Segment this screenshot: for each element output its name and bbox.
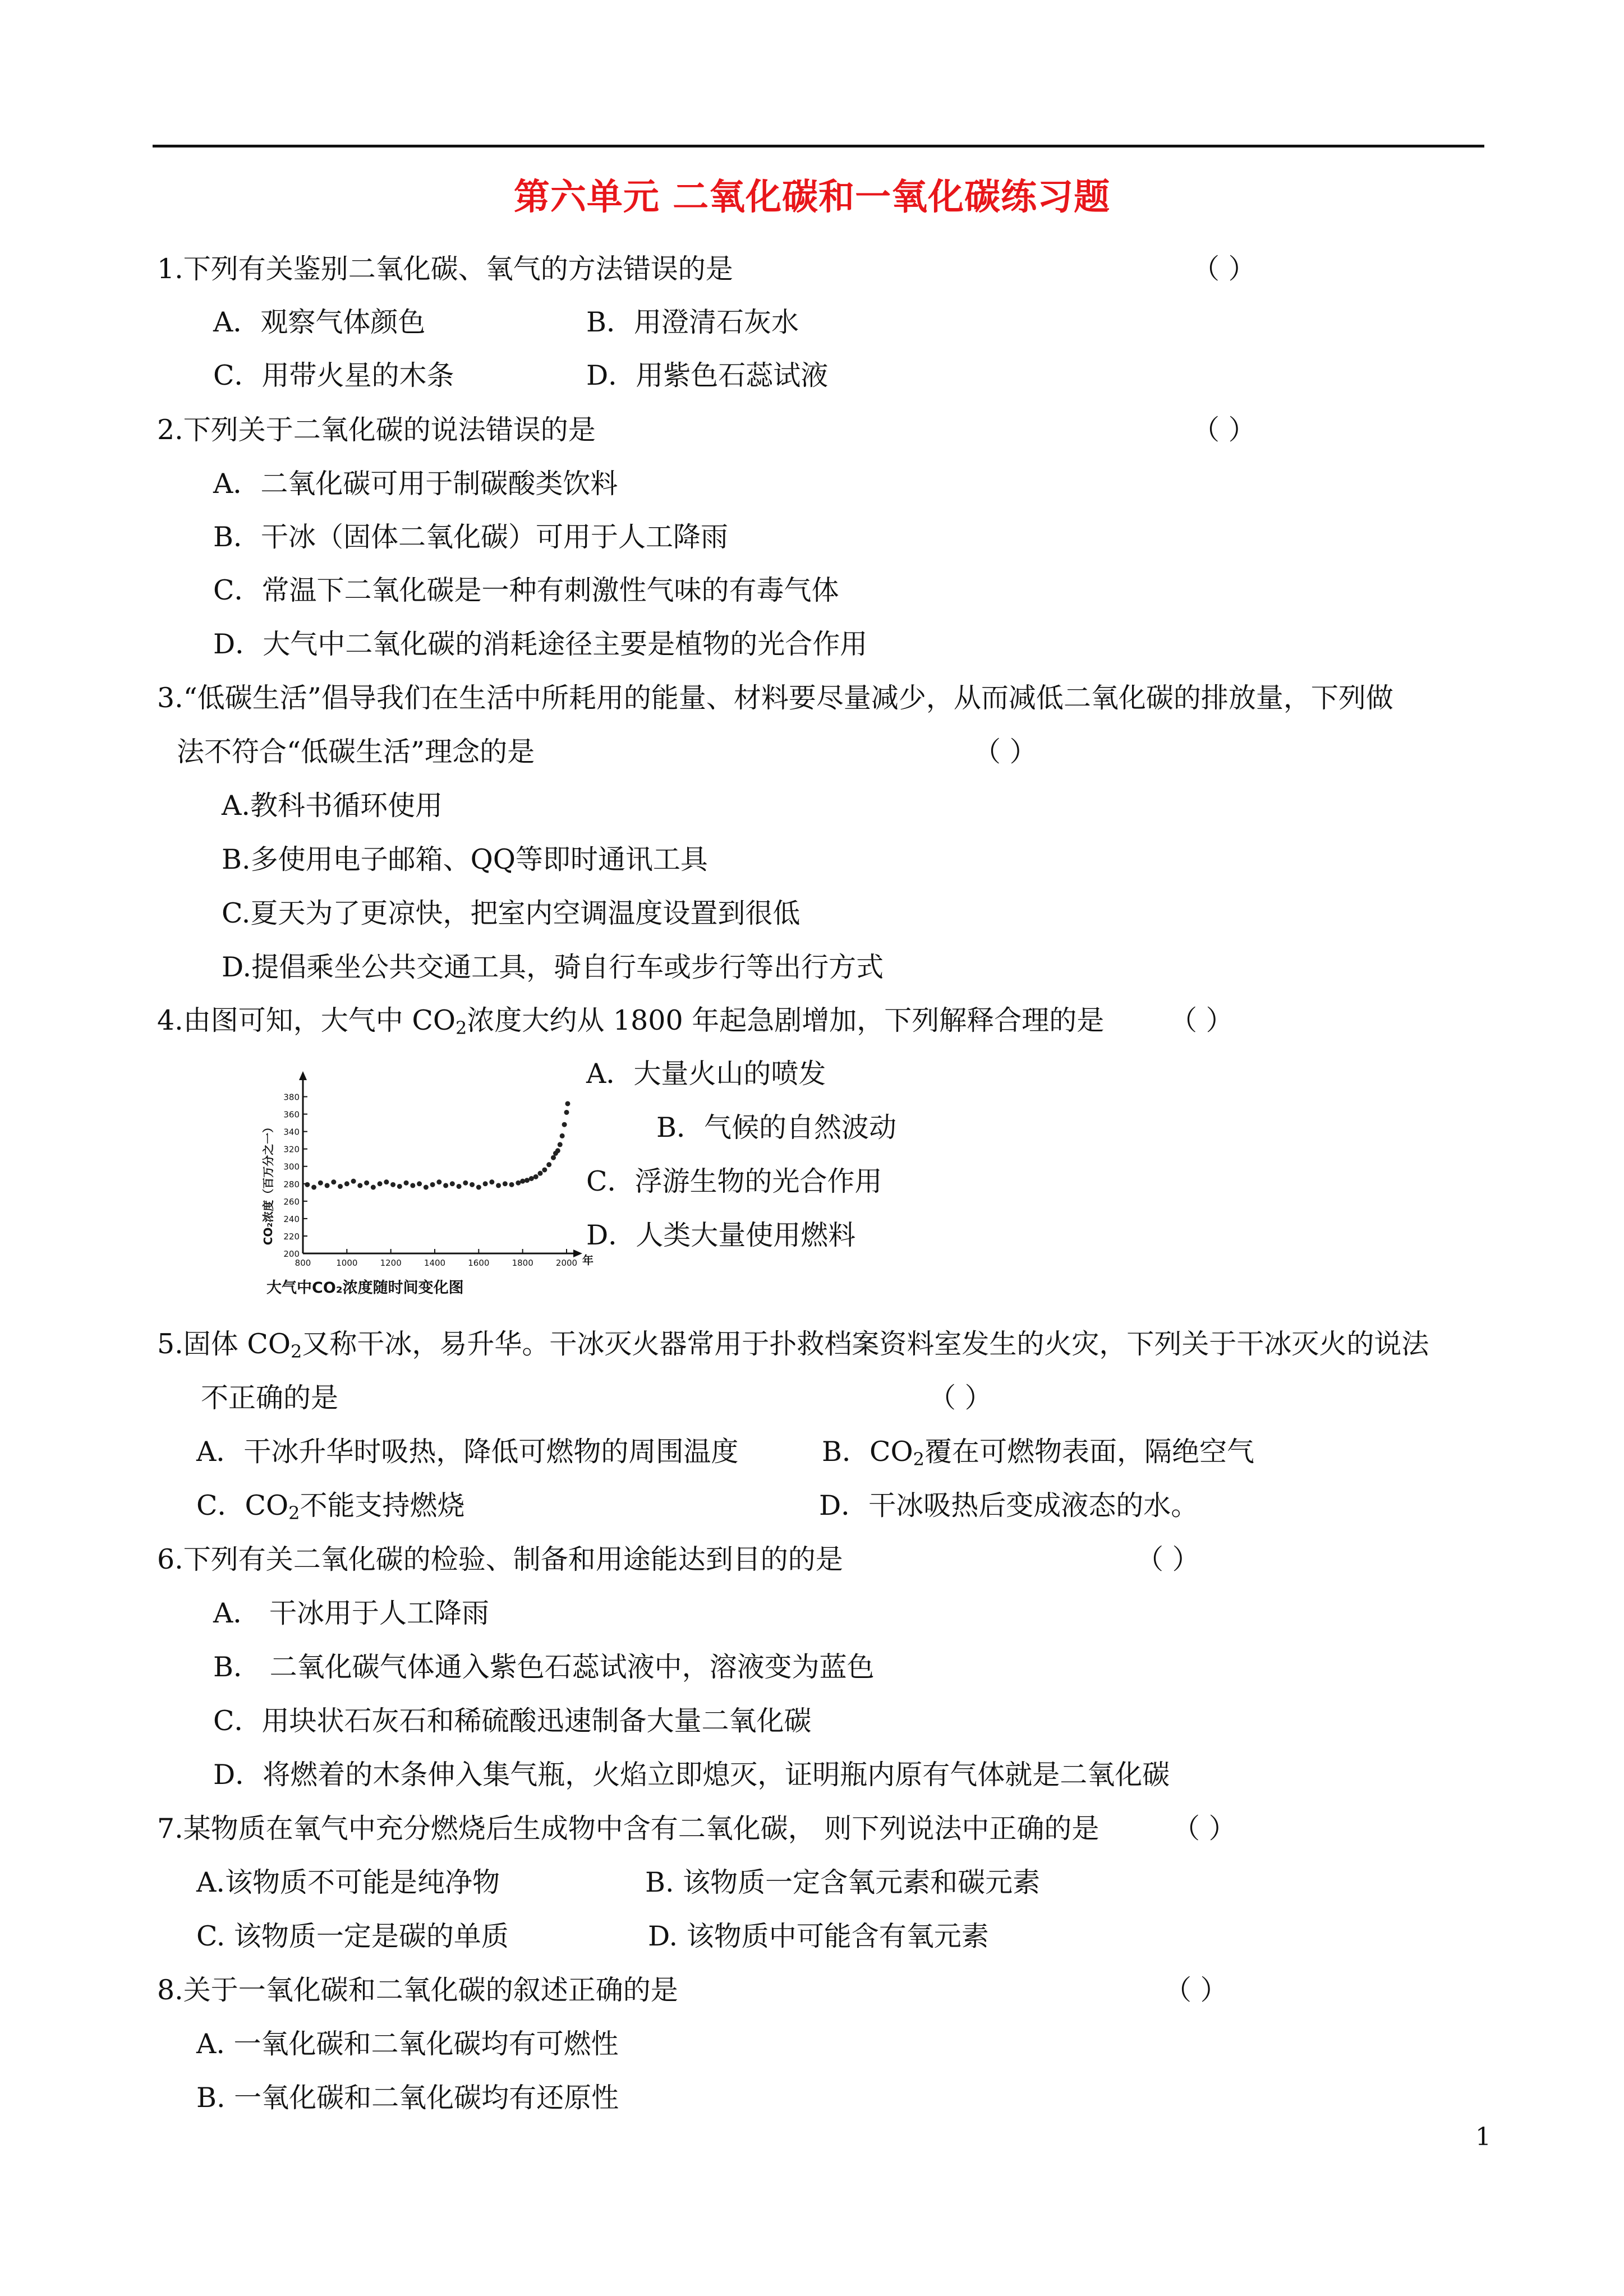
header-rule (153, 145, 1484, 147)
subscript: 2 (291, 1341, 302, 1362)
chart-y-tick-label: 280 (283, 1179, 300, 1190)
answer-paren: （ ） (973, 736, 1037, 768)
option (822, 1436, 1255, 1470)
option (196, 1490, 465, 1524)
chart-y-tick-label: 300 (283, 1161, 300, 1172)
option: B． 二氧化碳气体通入紫色石蕊试液中，溶液变为蓝色 (213, 1651, 875, 1683)
option-text: B．CO (822, 1436, 913, 1468)
option: C．用块状石灰石和稀硫酸迅速制备大量二氧化碳 (213, 1705, 812, 1737)
chart-y-tick-label: 340 (283, 1127, 300, 1137)
answer-paren: （ ） (1172, 1813, 1236, 1845)
chart-data-point (503, 1181, 508, 1186)
chart-data-point (457, 1184, 462, 1189)
question-3-stem: 3.“低碳生活”倡导我们在生活中所耗用的能量、材料要尽量减少，从而减低二氧化碳的排放量，下列做 (157, 682, 1393, 714)
chart-data-point (529, 1176, 534, 1181)
chart-data-point (489, 1179, 494, 1184)
option: C．浮游生物的光合作用 (586, 1165, 882, 1197)
chart-data-point (509, 1182, 514, 1187)
chart-data-point (520, 1179, 525, 1184)
option: A．干冰升华时吸热，降低可燃物的周围温度 (196, 1436, 739, 1468)
chart-data-point (516, 1181, 521, 1186)
option: D. 该物质中可能含有氧元素 (648, 1920, 989, 1952)
option: A． 干冰用于人工降雨 (213, 1597, 489, 1629)
chart-y-ticks (283, 1092, 307, 1259)
chart-x-tick-label: 1200 (380, 1258, 402, 1268)
chart-data-point (560, 1133, 565, 1138)
option: C. 该物质一定是碳的单质 (196, 1920, 509, 1952)
chart-y-tick-label: 260 (283, 1196, 300, 1207)
chart-points (305, 1101, 570, 1190)
option: B. 一氧化碳和二氧化碳均有还原性 (196, 2082, 619, 2114)
answer-paren: （ ） (1192, 253, 1256, 285)
chart-data-point (311, 1185, 316, 1190)
chart-data-point (564, 1110, 569, 1115)
question-2-stem: 2.下列关于二氧化碳的说法错误的是 (157, 414, 596, 446)
option: B. 该物质一定含氧元素和碳元素 (645, 1866, 1041, 1898)
stem-text: 浓度大约从 1800 年起急剧增加，下列解释合理的是 (467, 1004, 1105, 1036)
question-1-stem: 1.下列有关鉴别二氧化碳、氧气的方法错误的是 (157, 253, 733, 285)
option: A．观察气体颜色 (213, 306, 426, 338)
chart-x-tick-label: 2000 (555, 1258, 578, 1268)
chart-data-point (430, 1182, 435, 1187)
answer-paren: （ ） (1164, 1974, 1228, 2006)
option: C．用带火星的木条 (213, 359, 454, 391)
chart-data-point (410, 1183, 415, 1188)
question-4-stem (157, 1004, 1105, 1039)
chart-data-point (417, 1181, 422, 1186)
chart-y-tick-label: 200 (283, 1249, 300, 1259)
chart-data-point (378, 1181, 383, 1186)
page-title: 第六单元 二氧化碳和一氧化碳练习题 (513, 176, 1111, 218)
option: A.教科书循环使用 (222, 790, 443, 822)
chart-data-point (450, 1181, 455, 1186)
chart-data-point (463, 1181, 468, 1186)
chart-data-point (338, 1184, 343, 1189)
chart-data-point (496, 1183, 501, 1188)
subscript: 2 (456, 1017, 467, 1039)
option: D．大气中二氧化碳的消耗途径主要是植物的光合作用 (213, 628, 868, 660)
chart-data-point (555, 1148, 560, 1153)
co2-concentration-chart (255, 1066, 592, 1301)
option: D．用紫色石蕊试液 (586, 359, 829, 391)
chart-x-tick-label: 1600 (468, 1258, 490, 1268)
stem-text: 4.由图可知，大气中 CO (157, 1004, 456, 1036)
chart-y-arrow (299, 1071, 307, 1080)
chart-axes (299, 1071, 582, 1257)
chart-data-point (476, 1185, 481, 1190)
chart-data-point (344, 1181, 349, 1186)
chart-y-tick-label: 220 (283, 1231, 300, 1242)
option: B．用澄清石灰水 (586, 306, 799, 338)
chart-data-point (305, 1182, 310, 1187)
option: C．常温下二氧化碳是一种有刺激性气味的有毒气体 (213, 574, 839, 606)
chart-x-label: 年 (582, 1253, 594, 1267)
chart-x-arrow (573, 1250, 582, 1257)
option-text: 覆在可燃物表面，隔绝空气 (924, 1436, 1255, 1468)
question-3-stem-cont: 法不符合“低碳生活”理念的是 (177, 736, 535, 768)
question-5-stem (157, 1328, 1429, 1362)
chart-data-point (533, 1174, 539, 1179)
chart-data-point (436, 1179, 441, 1184)
option: B．干冰（固体二氧化碳）可用于人工降雨 (213, 521, 729, 553)
page-number: 1 (1475, 2123, 1491, 2151)
stem-text: 5.固体 CO (157, 1328, 291, 1360)
answer-paren: （ ） (928, 1382, 992, 1414)
chart-data-point (397, 1184, 402, 1189)
chart-title: 大气中CO₂浓度随时间变化图 (266, 1279, 464, 1297)
chart-data-point (331, 1179, 336, 1184)
chart-data-point (357, 1183, 362, 1188)
chart-y-tick-label: 380 (283, 1092, 300, 1103)
answer-paren: （ ） (1192, 414, 1256, 446)
chart-data-point (525, 1178, 530, 1183)
chart-data-point (325, 1183, 330, 1188)
chart-data-point (390, 1182, 395, 1187)
chart-data-point (483, 1181, 488, 1186)
chart-x-tick-label: 1000 (336, 1258, 358, 1268)
chart-data-point (562, 1122, 567, 1127)
answer-paren: （ ） (1136, 1543, 1200, 1575)
chart-data-point (551, 1155, 556, 1160)
chart-data-point (404, 1181, 409, 1186)
option: A. 一氧化碳和二氧化碳均有可燃性 (196, 2028, 619, 2060)
question-8-stem: 8.关于一氧化碳和二氧化碳的叙述正确的是 (157, 1974, 678, 2006)
option: D．人类大量使用燃料 (586, 1219, 856, 1251)
chart-data-point (470, 1182, 475, 1187)
answer-paren: （ ） (1170, 1004, 1234, 1036)
chart-x-ticks (295, 1249, 577, 1268)
option: D.提倡乘坐公共交通工具，骑自行车或步行等出行方式 (222, 951, 884, 983)
chart-x-tick-label: 1800 (512, 1258, 533, 1268)
chart-y-label: CO₂浓度（百万分之一） (261, 1121, 275, 1246)
chart-data-point (546, 1162, 551, 1167)
option: D．将燃着的木条伸入集气瓶，火焰立即熄灭，证明瓶内原有气体就是二氧化碳 (213, 1759, 1170, 1791)
chart-data-point (542, 1167, 547, 1172)
subscript: 2 (288, 1502, 300, 1524)
chart-data-point (424, 1185, 429, 1190)
option: A.该物质不可能是纯净物 (196, 1866, 500, 1898)
chart-data-point (364, 1181, 369, 1186)
chart-x-tick-label: 800 (295, 1258, 311, 1268)
chart-y-tick-label: 320 (283, 1144, 300, 1155)
option: C.夏天为了更凉快，把室内空调温度设置到很低 (222, 897, 801, 929)
question-5-stem-cont: 不正确的是 (201, 1382, 339, 1414)
chart-data-point (384, 1179, 389, 1184)
chart-data-point (443, 1183, 448, 1188)
chart-y-tick-label: 360 (283, 1109, 300, 1120)
subscript: 2 (913, 1449, 925, 1470)
chart-data-point (351, 1179, 356, 1184)
option-text: C．CO (196, 1490, 289, 1522)
chart-y-tick-label: 240 (283, 1214, 300, 1224)
option: A．二氧化碳可用于制碳酸类饮料 (213, 468, 618, 500)
question-7-stem: 7.某物质在氧气中充分燃烧后生成物中含有二氧化碳， 则下列说法中正确的是 (157, 1813, 1099, 1845)
chart-data-point (558, 1142, 563, 1147)
stem-text: 又称干冰，易升华。干冰灭火器常用于扑救档案资料室发生的火灾，下列关于干冰灭火的说法 (302, 1328, 1429, 1360)
chart-data-point (318, 1181, 323, 1186)
option: B．气候的自然波动 (656, 1112, 897, 1144)
chart-data-point (565, 1101, 570, 1106)
option: B.多使用电子邮箱、QQ等即时通讯工具 (222, 843, 708, 875)
option: A．大量火山的喷发 (586, 1058, 826, 1090)
option-text: 不能支持燃烧 (300, 1490, 465, 1522)
chart-x-tick-label: 1400 (424, 1258, 446, 1268)
question-6-stem: 6.下列有关二氧化碳的检验、制备和用途能达到目的的是 (157, 1543, 843, 1575)
chart-data-point (371, 1185, 376, 1190)
option: D．干冰吸热后变成液态的水。 (819, 1490, 1199, 1522)
chart-data-point (538, 1171, 543, 1176)
